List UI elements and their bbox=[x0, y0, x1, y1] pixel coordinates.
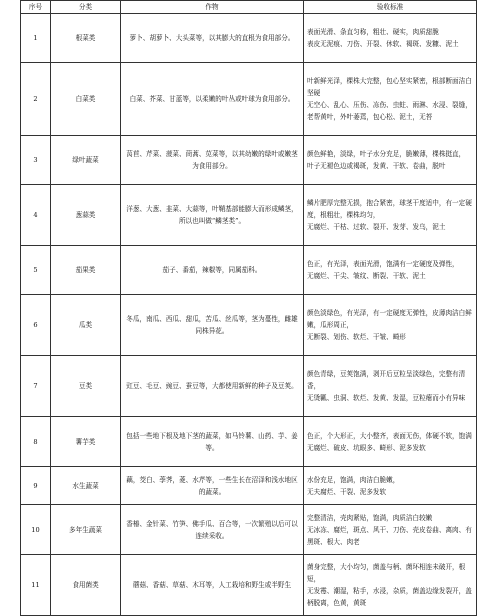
standard-bad: 无腐烂、破皮、坑眼多、畸形、泥多发软 bbox=[307, 443, 426, 452]
standard-good: 颜色青绿，豆荚饱满，剥开后豆粒呈淡绿色，完整有清香， bbox=[307, 370, 466, 390]
row-standard bbox=[304, 295, 477, 356]
vegetable-acceptance-table bbox=[20, 0, 477, 616]
row-category: 茄果类 bbox=[51, 246, 121, 295]
row-crops: 白菜、芥菜、甘蓝等，以柔嫩的叶丛或叶球为食用部分。 bbox=[121, 63, 304, 136]
row-crops: 茄子、番茄，辣椒等，同属茄科。 bbox=[121, 246, 304, 295]
standard-good: 表面光滑、条直匀称，粗壮、硬实，肉质甜脆 bbox=[307, 28, 439, 36]
standard-bad: 无腐烂、干枯、过软、裂开、发芽、发乌，泥土 bbox=[307, 223, 446, 231]
standard-good: 菌身完整，大小均匀，菌盖与柄、菌环相连未破开，根短， bbox=[307, 563, 466, 583]
table-row bbox=[21, 14, 477, 63]
row-number: 2 bbox=[21, 63, 51, 136]
row-number: 3 bbox=[21, 136, 51, 185]
row-number: 9 bbox=[21, 467, 51, 505]
standard-good: 完整清洁，壳肉紧贴，饱满，肉质洁白较嫩 bbox=[307, 513, 433, 522]
standard-bad: 无夫腐烂、干裂、泥多发软 bbox=[307, 487, 387, 496]
table-row bbox=[21, 136, 477, 185]
row-category: 食用菌类 bbox=[51, 555, 121, 616]
row-crops: 蘑菇、香菇、草菇、木耳等，人工栽培和野生或半野生 bbox=[121, 555, 304, 616]
row-category: 根菜类 bbox=[51, 14, 121, 63]
row-standard bbox=[304, 356, 477, 417]
row-number: 11 bbox=[21, 555, 51, 616]
standard-good: 颜色淡绿色，有光泽，有一定硬度无弹性，皮薄肉洁白鲜嫩，瓜形周正， bbox=[307, 309, 472, 329]
row-crops: 冬瓜，南瓜、西瓜、甜瓜，苦瓜、丝瓜等，茎为蔓性，雌雄同株异花。 bbox=[121, 295, 304, 356]
table-row bbox=[21, 555, 477, 616]
standard-good: 色正，个大形正，大小整齐，表面无伤，体硬不软，饱满 bbox=[307, 431, 472, 440]
row-standard bbox=[304, 505, 477, 555]
row-standard bbox=[304, 136, 477, 185]
row-number: 10 bbox=[21, 505, 51, 555]
row-number: 8 bbox=[21, 417, 51, 467]
standard-good: 颜色鲜艳，淡绿，叶子水分充足，脆嫩薄，棵株挺直， bbox=[307, 150, 466, 158]
row-number: 7 bbox=[21, 356, 51, 417]
standard-good: 水份充足，饱满，肉洁白脆嫩， bbox=[307, 475, 400, 484]
table-row bbox=[21, 185, 477, 246]
row-crops: 萝卜、胡萝卜、大头菜等，以其膨大的直根为食用部分。 bbox=[121, 14, 304, 63]
row-standard bbox=[304, 417, 477, 467]
standard-good: 色正，有光泽，表面光滑，饱满有一定硬度及弹性， bbox=[307, 260, 459, 268]
row-category: 白菜类 bbox=[51, 63, 121, 136]
row-crops: 香椿、金针菜、竹笋、佛手瓜、百合等，一次繁殖以后可以连续采收。 bbox=[121, 505, 304, 555]
row-number: 4 bbox=[21, 185, 51, 246]
table-row bbox=[21, 356, 477, 417]
table-row bbox=[21, 417, 477, 467]
row-category: 绿叶蔬菜 bbox=[51, 136, 121, 185]
row-standard bbox=[304, 467, 477, 505]
header-standard: 验收标准 bbox=[304, 1, 477, 14]
row-standard bbox=[304, 246, 477, 295]
standard-bad: 无断裂、划伤、软烂、干皱、畸形 bbox=[307, 333, 406, 341]
row-crops: 莴苣、芹菜、菠菜、茼蒿、苋菜等，以其幼嫩的绿叶或嫩茎为食用部分。 bbox=[121, 136, 304, 185]
header-no: 序号 bbox=[21, 1, 51, 14]
header-row bbox=[21, 1, 477, 14]
standard-bad: 无冰冻、腐烂，斑点、风干、刀伤、壳皮卷曲、离肉、有黑斑、根大、肉老 bbox=[307, 525, 472, 546]
row-standard bbox=[304, 63, 477, 136]
table-row bbox=[21, 505, 477, 555]
row-category: 多年生蔬菜 bbox=[51, 505, 121, 555]
table-row bbox=[21, 63, 477, 136]
row-standard bbox=[304, 14, 477, 63]
standard-good: 鳞片肥厚完整无损，抱合紧密，球茎干度适中，有一定硬度，根粗壮，棵株均匀， bbox=[307, 199, 472, 219]
row-standard bbox=[304, 185, 477, 246]
standard-bad: 无腐烂、干尖、皱纹、断裂、干软、泥土 bbox=[307, 272, 426, 280]
standard-bad: 表皮无泥痕、刀伤、开裂、休软、褐斑、发糠、泥土 bbox=[307, 40, 459, 48]
standard-bad: 无烫瓤、虫洞、软烂、发黄、发湿，豆粒瘪而小有异味 bbox=[307, 394, 466, 402]
row-number: 5 bbox=[21, 246, 51, 295]
row-category: 水生蔬菜 bbox=[51, 467, 121, 505]
row-category: 豆类 bbox=[51, 356, 121, 417]
table-row bbox=[21, 467, 477, 505]
row-number: 1 bbox=[21, 14, 51, 63]
row-category: 瓜类 bbox=[51, 295, 121, 356]
row-crops: 洋葱、大葱、韭菜、大蒜等，叶鞘基部能膨大而形成鳞茎，所以也叫做“鳞茎类”。 bbox=[121, 185, 304, 246]
table-row bbox=[21, 246, 477, 295]
standard-bad: 无空心、乱心、压伤、冻伤、虫蛀、雨淋、水浸、裂缝，老帮黄叶，外叶萎蔫，包心松、泥土，无苔 bbox=[307, 101, 472, 121]
standard-good: 叶新鲜光泽，棵株大完整，包心坚实紧密，根部断面洁白坚硬 bbox=[307, 77, 472, 97]
row-standard bbox=[304, 555, 477, 616]
header-category: 分类 bbox=[51, 1, 121, 14]
row-crops: 包括一些地下根及地下茎的蔬菜，如马铃薯、山药、芋、姜等。 bbox=[121, 417, 304, 467]
row-category: 葱蒜类 bbox=[51, 185, 121, 246]
header-crops: 作物 bbox=[121, 1, 304, 14]
standard-bad: 叶子无褪色边或褐斑，发黄、干软、卷曲，脱叶 bbox=[307, 162, 446, 170]
row-crops: 藕，茭白、荸荠，菱、水芹等，一些生长在沼泽和浅水地区的蔬菜。 bbox=[121, 467, 304, 505]
row-category: 薯芋类 bbox=[51, 417, 121, 467]
row-number: 6 bbox=[21, 295, 51, 356]
row-crops: 豇豆、毛豆、豌豆、蚕豆等，大都使用新鲜的种子及豆荚。 bbox=[121, 356, 304, 417]
standard-bad: 无发霉、潮湿，粘手，水浸，杂质，菌盖边缘发裂开，盖柄脱离，色黄，黄斑 bbox=[307, 587, 472, 607]
table-row bbox=[21, 295, 477, 356]
